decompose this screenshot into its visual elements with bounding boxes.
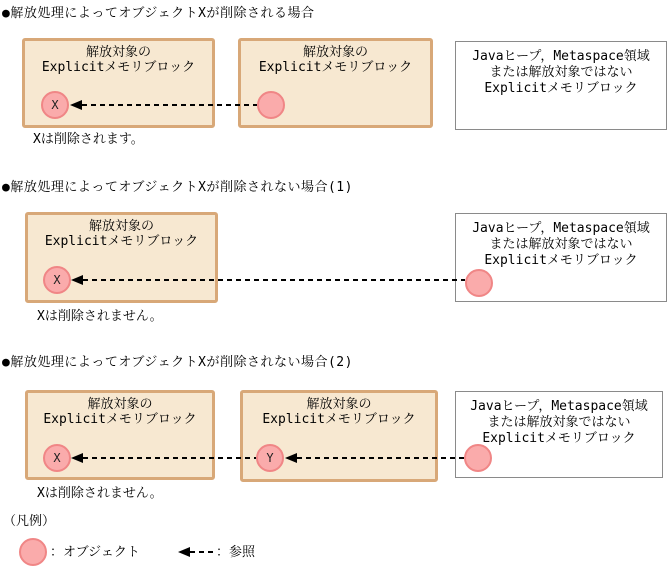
heap-area-block xyxy=(455,41,667,130)
arrowhead-icon xyxy=(285,453,297,463)
object-label: X xyxy=(53,273,61,287)
reference-arrow xyxy=(83,279,465,281)
section-heading-not-deleted-2: ●解放処理によってオブジェクトXが削除されない場合(2) xyxy=(2,355,353,370)
object-circle xyxy=(257,91,285,119)
block-label: 解放対象の Explicitメモリブロック xyxy=(262,397,416,427)
object-circle-y xyxy=(256,444,284,472)
legend-title: （凡例） xyxy=(3,514,56,529)
result-caption: Xは削除されます。 xyxy=(33,132,144,147)
legend-reference-arrow-icon xyxy=(190,551,216,553)
reference-arrow xyxy=(83,457,256,459)
arrowhead-icon xyxy=(71,453,83,463)
block-label: 解放対象の Explicitメモリブロック xyxy=(44,219,199,249)
object-label: Y xyxy=(266,451,274,465)
object-circle-x xyxy=(41,91,69,119)
object-circle-x xyxy=(43,444,71,472)
object-circle xyxy=(464,444,492,472)
block-label: 解放対象の Explicitメモリブロック xyxy=(258,45,413,75)
result-caption: Xは削除されません。 xyxy=(37,486,163,501)
block-label: Javaヒープ，Metaspace領域 または解放対象ではない Explicitメモリブロック xyxy=(472,49,650,96)
arrowhead-icon xyxy=(70,100,82,110)
legend-object-circle-icon xyxy=(19,538,47,566)
block-label: 解放対象の Explicitメモリブロック xyxy=(41,45,196,75)
legend-reference-label: ：参照 xyxy=(216,545,256,560)
block-label: Javaヒープ，Metaspace領域 または解放対象ではない Explicitメモリブロック xyxy=(472,221,650,268)
section-heading-delete-case: ●解放処理によってオブジェクトXが削除される場合 xyxy=(2,6,315,21)
reference-arrow xyxy=(82,104,257,106)
arrowhead-icon xyxy=(71,275,83,285)
legend-arrowhead-icon xyxy=(178,547,190,557)
block-label: Javaヒープ，Metaspace領域 または解放対象ではない Explicitメモリブロック xyxy=(470,399,648,446)
result-caption: Xは削除されません。 xyxy=(37,309,163,324)
object-label: X xyxy=(51,98,59,112)
block-label: 解放対象の Explicitメモリブロック xyxy=(43,397,197,427)
object-circle-x xyxy=(43,266,71,294)
reference-arrow xyxy=(297,457,464,459)
section-heading-not-deleted-1: ●解放処理によってオブジェクトXが削除されない場合(1) xyxy=(2,180,353,195)
object-circle xyxy=(465,269,493,297)
legend-object-label: ：オブジェクト xyxy=(50,545,140,560)
object-label: X xyxy=(53,451,61,465)
